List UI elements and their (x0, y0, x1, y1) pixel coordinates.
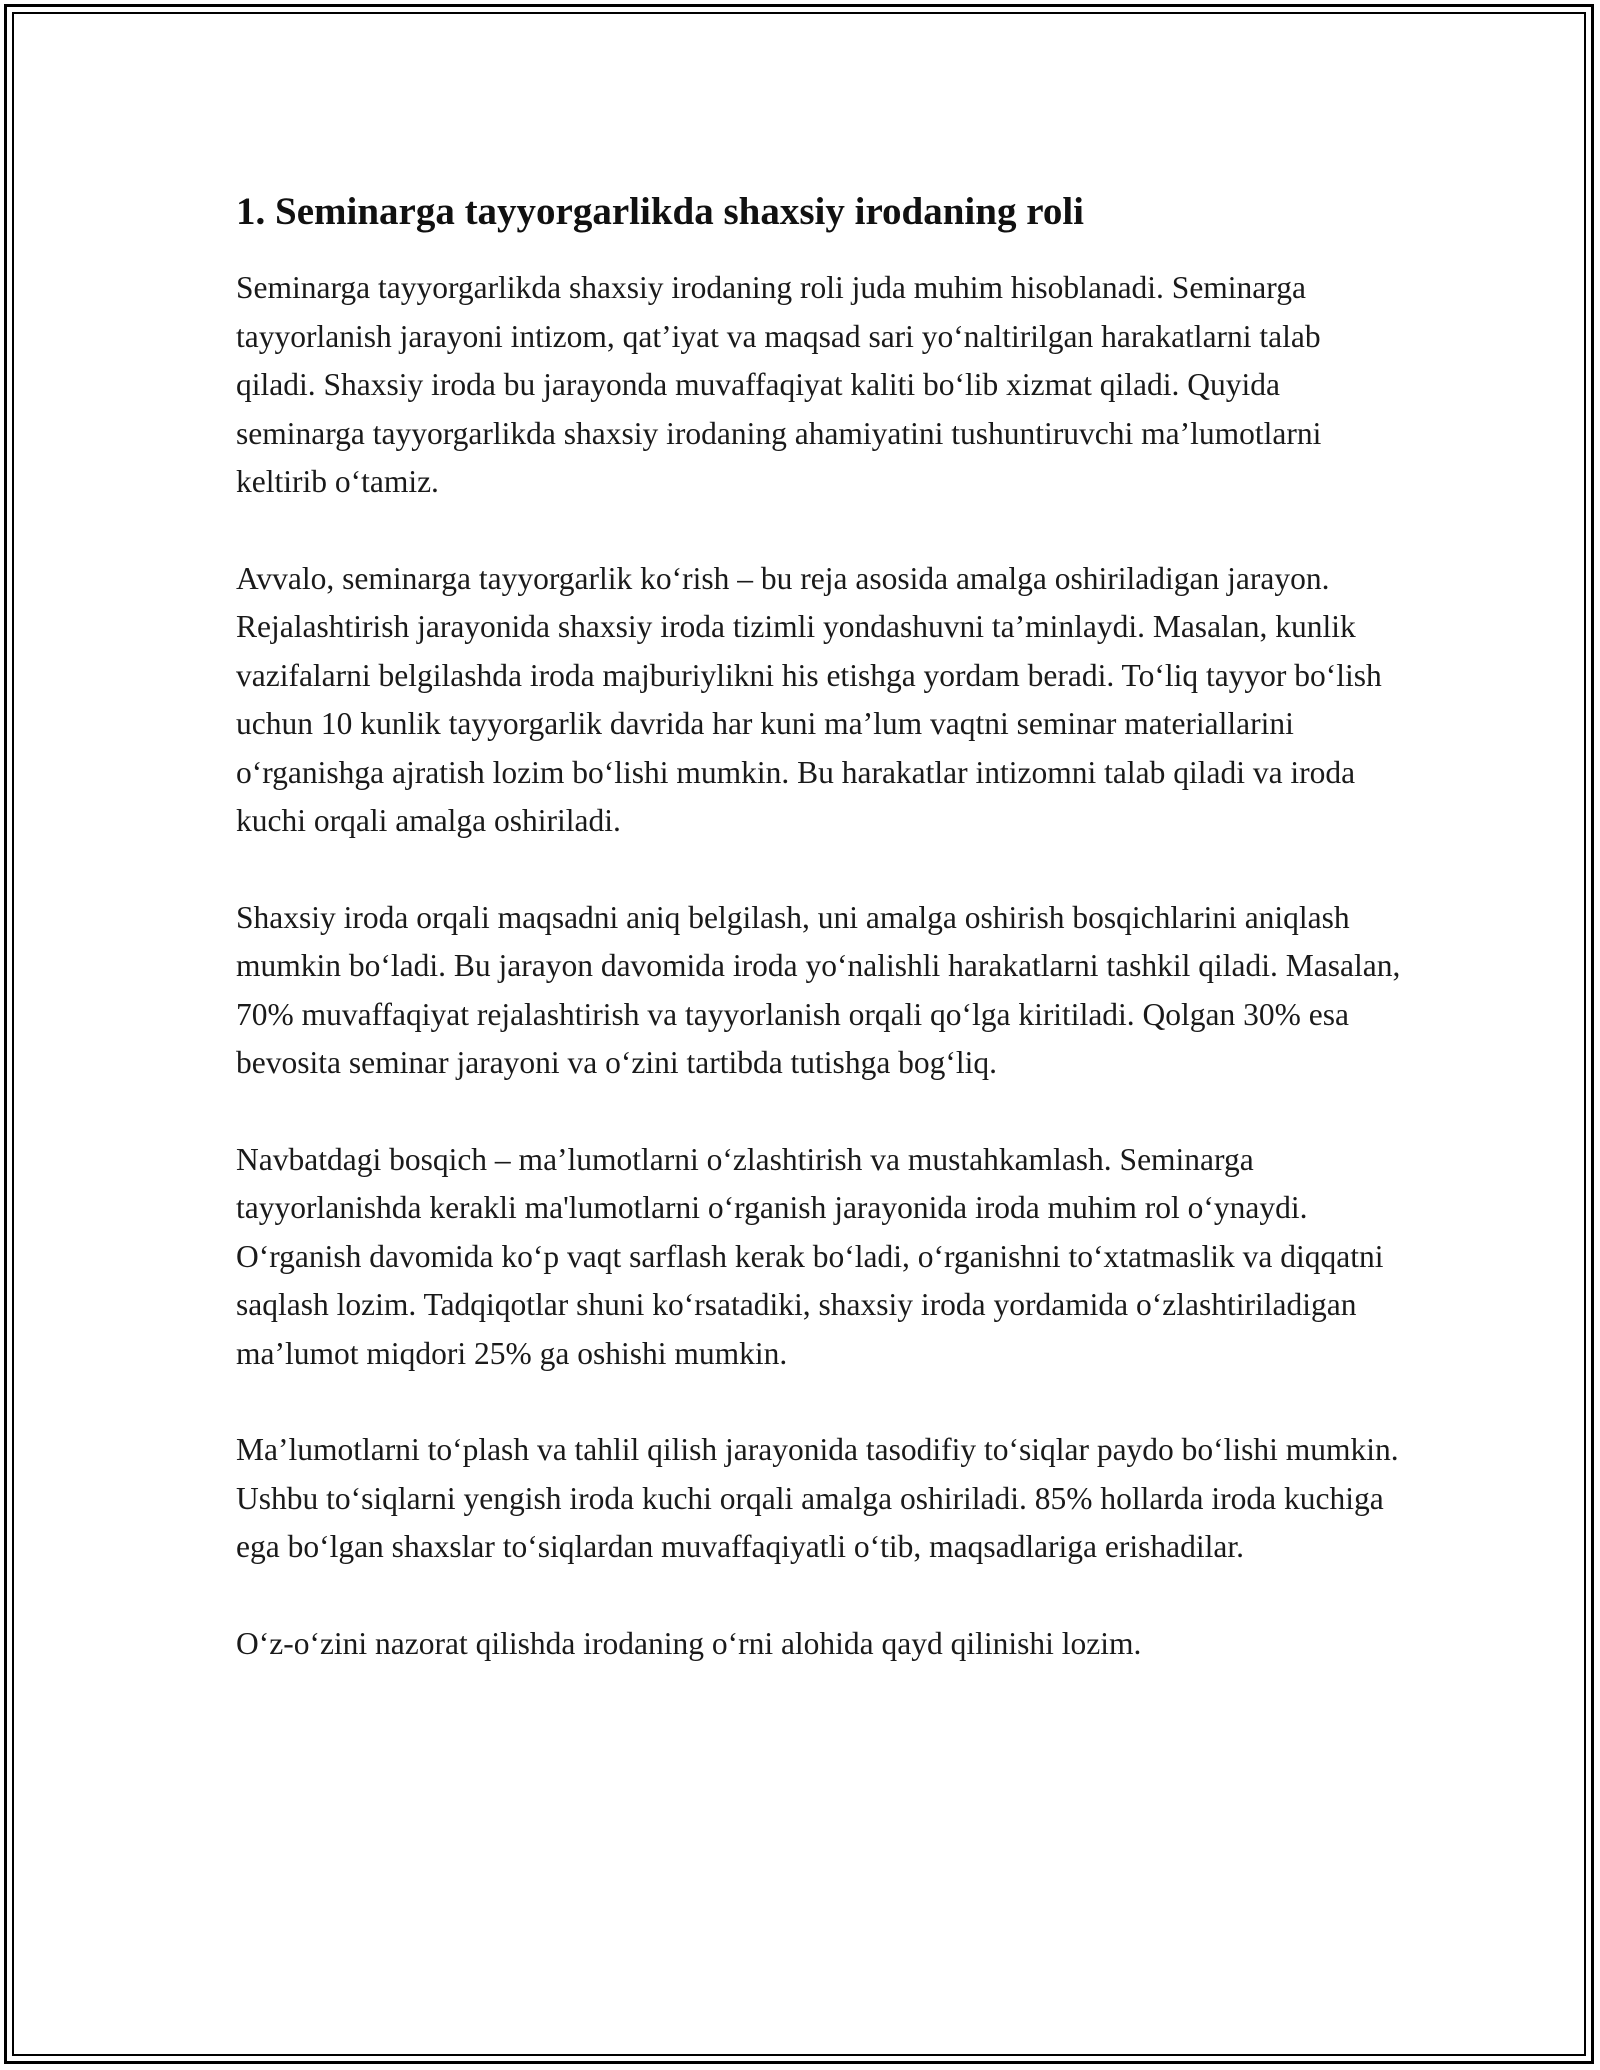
paragraph-6: O‘z-o‘zini nazorat qilishda irodaning o‘rni alohida qayd qilinishi lozim. (236, 1625, 1142, 1661)
paragraph-4: Navbatdagi bosqich – ma’lumotlarni o‘zlashtirish va mustahkamlash. Seminarga tayyorlanishda kerakli ma'lumotlarni o‘rganish jarayonida iroda muhim rol o‘ynaydi. O‘rganish davomida ko‘p vaqt sarflash kerak bo‘ladi, o‘rganishni to‘xtatmaslik va diqqatni saqlash lozim. Tadqiqotlar shuni ko‘rsatadiki, shaxsiy iroda yordamida o‘zlashtiriladigan ma’lumot miqdori 25% ga oshishi mumkin. (236, 1141, 1384, 1371)
paragraph-3: Shaxsiy iroda orqali maqsadni aniq belgilash, uni amalga oshirish bosqichlarini aniqlash mumkin bo‘ladi. Bu jarayon davomida iroda yo‘nalishli harakatlarni tashkil qiladi. Masalan, 70% muvaffaqiyat rejalashtirish va tayyorlanish orqali qo‘lga kiritiladi. Qolgan 30% esa bevosita seminar jarayoni va o‘zini tartibda tutishga bog‘liq. (236, 899, 1401, 1080)
document-body (236, 186, 1406, 1668)
paragraph-1: Seminarga tayyorgarlikda shaxsiy irodaning roli juda muhim hisoblanadi. Seminarga tayyorlanish jarayoni intizom, qat’iyat va maqsad sari yo‘naltirilgan harakatlarni talab qiladi. Shaxsiy iroda bu jarayonda muvaffaqiyat kaliti bo‘lib xizmat qiladi. Quyida seminarga tayyorgarlikda shaxsiy irodaning ahamiyatini tushuntiruvchi ma’lumotlarni keltirib o‘tamiz. (236, 270, 1322, 499)
paragraph-2: Avvalo, seminarga tayyorgarlik ko‘rish – bu reja asosida amalga oshiriladigan jarayon. Rejalashtirish jarayonida shaxsiy iroda tizimli yondashuvni ta’minlaydi. Masalan, kunlik vazifalarni belgilashda iroda majburiylikni his etishga yordam beradi. To‘liq tayyor bo‘lish uchun 10 kunlik tayyorgarlik davrida har kuni ma’lum vaqtni seminar materiallarini o‘rganishga ajratish lozim bo‘lishi mumkin. Bu harakatlar intizomni talab qiladi va iroda kuchi orqali amalga oshiriladi. (236, 560, 1382, 838)
section-heading: 1. Seminarga tayyorgarlikda shaxsiy irodaning roli (236, 190, 1084, 233)
paragraph-5: Ma’lumotlarni to‘plash va tahlil qilish jarayonida tasodifiy to‘siqlar paydo bo‘lishi mumkin. Ushbu to‘siqlarni yengish iroda kuchi orqali amalga oshiriladi. 85% hollarda iroda kuchiga ega bo‘lgan shaxslar to‘siqlardan muvaffaqiyatli o‘tib, maqsadlariga erishadilar. (236, 1432, 1399, 1564)
